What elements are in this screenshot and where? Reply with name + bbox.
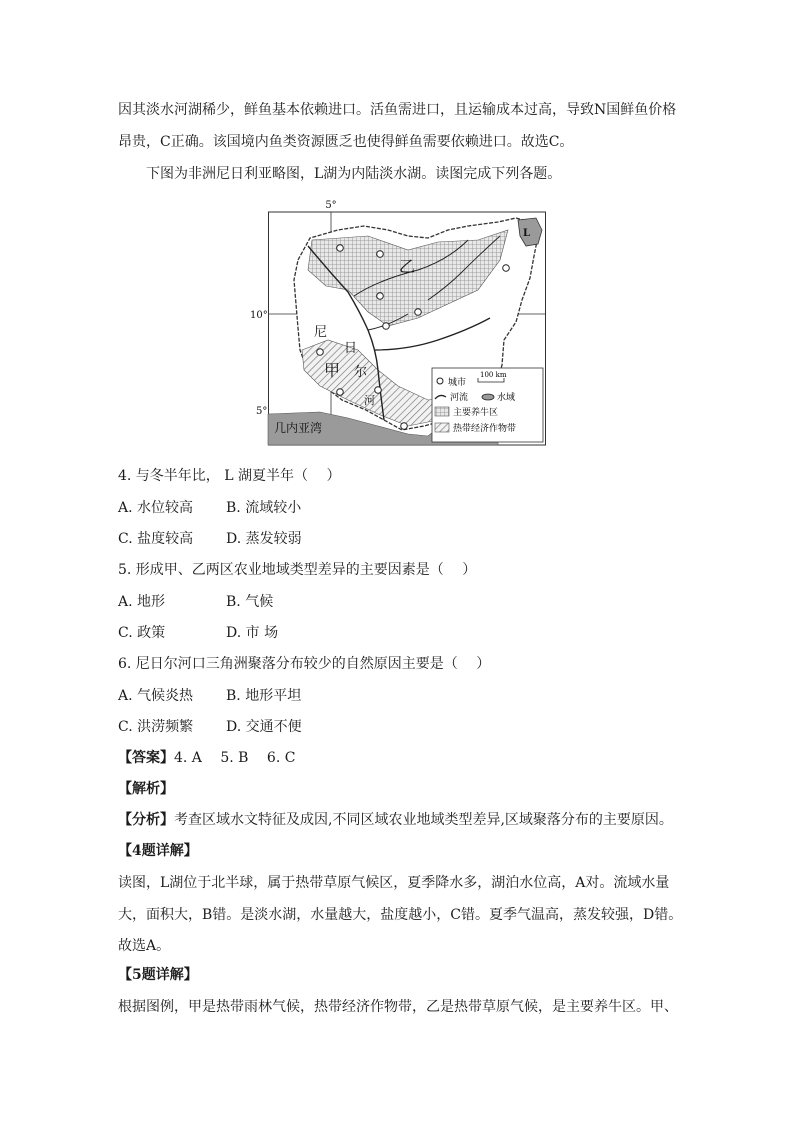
option-c: C. 盐度较高 <box>118 531 194 547</box>
q4-detail-line: 读图，L湖位于北半球，属于热带草原气候区，夏季降水多，湖泊水位高，A对。流域水量 <box>118 875 670 891</box>
analysis-title: 【解析】 <box>118 781 174 797</box>
lat-bottom-label: 5° <box>256 406 268 417</box>
city-icon <box>503 265 510 272</box>
option-b: B. 地形平坦 <box>226 688 302 704</box>
lake-l-label: L <box>523 228 531 239</box>
legend-city: 城市 <box>448 378 467 388</box>
city-icon <box>317 349 324 356</box>
river-label-char: 尔 <box>354 365 368 380</box>
option-b: B. 气候 <box>226 594 274 610</box>
gulf-label: 几内亚湾 <box>274 421 323 435</box>
q4-detail-line: 大，面积大，B错。是淡水湖，水量越大，盐度越小，C错。夏季气温高，蒸发较强，D错。 <box>118 907 683 923</box>
q5-detail-line: 根据图例，甲是热带雨林气候，热带经济作物带，乙是热带草原气候，是主要养牛区。甲、 <box>118 999 678 1015</box>
nigeria-map <box>250 200 546 446</box>
option-a: A. 水位较高 <box>118 500 194 516</box>
fenxi-tag: 【分析】 <box>118 812 174 828</box>
legend-crops: 热带经济作物带 <box>453 424 517 434</box>
fenxi-text: 考查区域水文特征及成因,不同区域农业地域类型差异,区域聚落分布的主要原因。 <box>174 812 673 828</box>
river-label-char: 尼 <box>314 325 328 340</box>
answer-text: 4. A 5. B 6. C <box>174 750 296 766</box>
legend-river: 河流 <box>450 393 469 403</box>
city-icon <box>415 309 422 316</box>
answer-tag: 【答案】 <box>118 750 174 766</box>
legend <box>432 368 543 442</box>
lat-top-label: 5° <box>325 200 337 211</box>
legend-scale: 100 km <box>480 371 507 379</box>
river-label-char: 日 <box>344 341 358 356</box>
city-icon <box>377 251 384 258</box>
city-icon <box>383 323 390 330</box>
option-a: A. 地形 <box>118 594 166 610</box>
option-c: C. 洪涝频繁 <box>118 719 194 735</box>
legend-water: 水域 <box>497 393 516 403</box>
city-icon <box>337 245 344 252</box>
legend-cattle: 主要养牛区 <box>453 408 499 418</box>
intro-line: 昂贵，C正确。该国境内鱼类资源匮乏也使得鲜鱼需要依赖进口。故选C。 <box>118 134 574 150</box>
question-5-stem: 5. 形成甲、乙两区农业地域类型差异的主要因素是（ ） <box>118 562 477 578</box>
question-4-stem: 4. 与冬半年比， L 湖夏半年（ ） <box>118 468 341 484</box>
intro-line: 因其淡水河湖稀少，鲜鱼基本依赖进口。活鱼需进口，且运输成本过高，导致N国鲜鱼价格 <box>118 102 677 118</box>
option-a: A. 气候炎热 <box>118 688 194 704</box>
option-d: D. 市 场 <box>226 625 279 641</box>
city-icon <box>375 387 382 394</box>
option-d: D. 蒸发较弱 <box>226 531 302 547</box>
lat-mid-label: 10° <box>250 310 268 321</box>
question-intro: 下图为非洲尼日利亚略图，L湖为内陆淡水湖。读图完成下列各题。 <box>146 166 562 182</box>
city-icon <box>401 423 408 430</box>
river-label-char: 河 <box>364 394 375 407</box>
region-yi-label: 乙 <box>399 257 416 276</box>
question-6-stem: 6. 尼日尔河口三角洲聚落分布较少的自然原因主要是（ ） <box>118 656 491 672</box>
fenxi-line <box>118 810 673 830</box>
q5-detail-title: 【5题详解】 <box>118 967 198 983</box>
city-icon <box>377 293 384 300</box>
option-d: D. 交通不便 <box>226 719 302 735</box>
answer-line <box>118 748 295 768</box>
region-jia-label: 甲 <box>324 361 341 380</box>
option-c: C. 政策 <box>118 625 166 641</box>
city-icon <box>337 389 344 396</box>
option-b: B. 流域较小 <box>226 500 302 516</box>
q4-detail-title: 【4题详解】 <box>118 843 198 859</box>
q4-detail-line: 故选A。 <box>118 938 171 954</box>
